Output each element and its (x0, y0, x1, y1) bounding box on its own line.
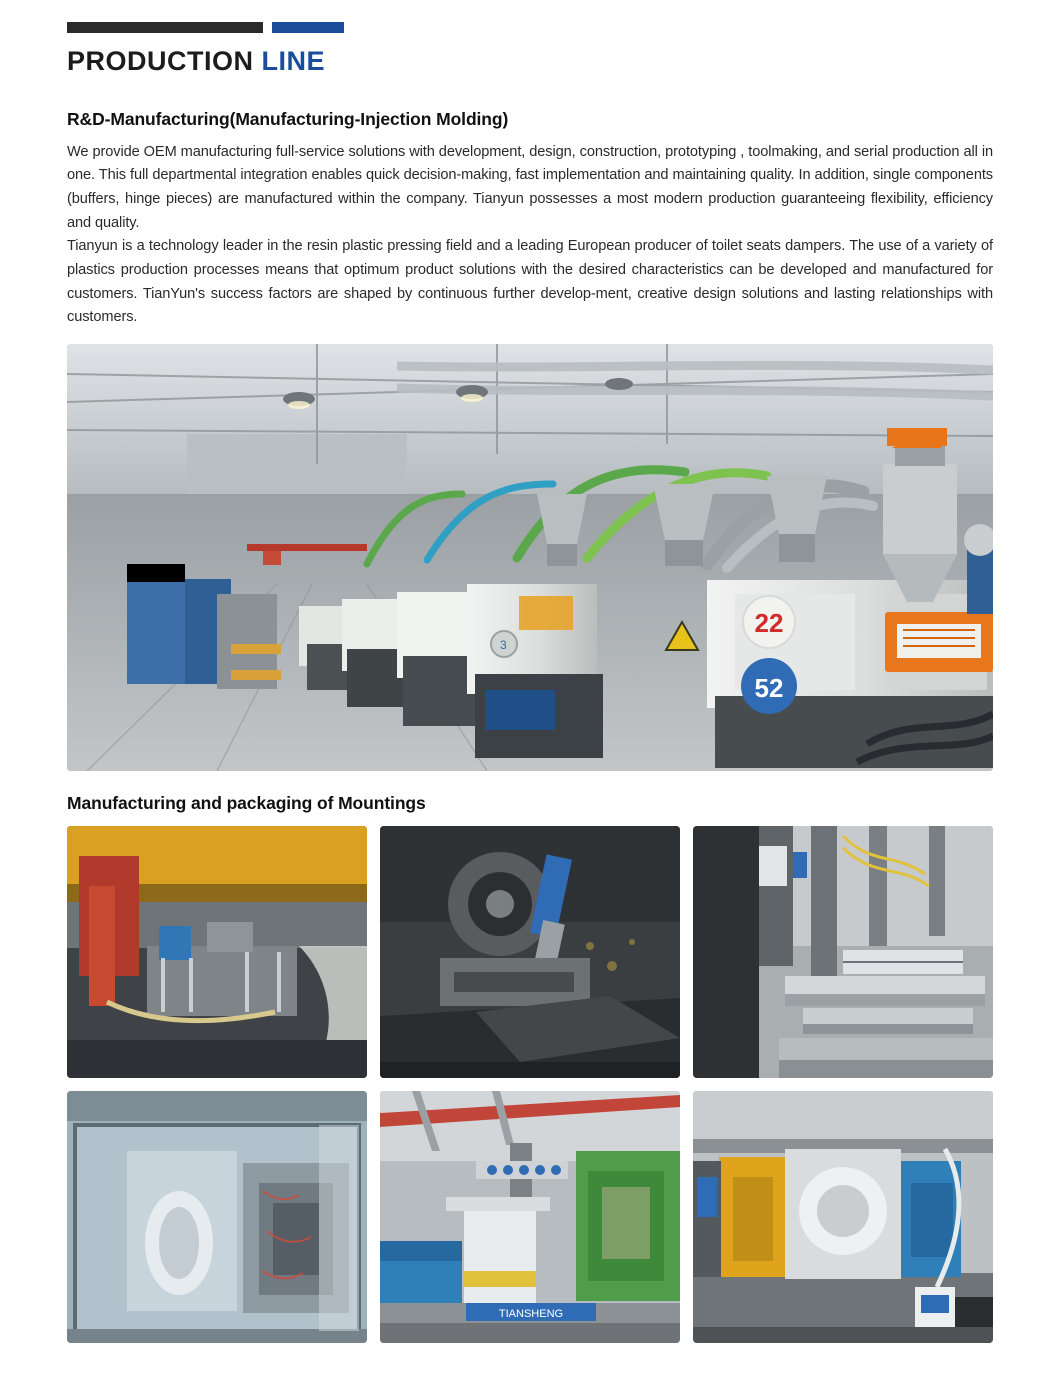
section-paragraph-1: We provide OEM manufacturing full-service solutions with development, design, construction, prototyping , toolmaking, and serial production all in one. This full departmental integration enables quick decision-making, fast implementation and maintaining quality. In addition, single components (buffers, hinge pieces) are manufactured within the company. Tianyun possesses a most modern production guaranteeing flexibility, efficiency and quality. (67, 143, 993, 231)
header-bar-blue (272, 22, 344, 33)
page-title (67, 47, 993, 77)
page-title-accent: LINE (261, 46, 326, 76)
hero-image (67, 344, 993, 771)
gallery-grid (67, 826, 993, 1343)
page-title-primary: PRODUCTION (67, 46, 254, 76)
svg-text:3: 3 (500, 637, 507, 652)
section-paragraph-2: Tianyun is a technology leader in the resin plastic pressing field and a leading European producer of toilet seats dampers. The use of a variety of plastics production processes means that optimum product solutions with the desired characteristics can be developed and manufactured for customers. TianYun's success factors are shaped by continuous further develop-ment, creative design solutions and lasting relationships with customers. (67, 238, 993, 326)
gallery-tile-6 (693, 1091, 993, 1343)
gallery-tile-1 (67, 826, 367, 1078)
gallery-tile-2 (380, 826, 680, 1078)
svg-text:TIANSHENG: TIANSHENG (498, 1307, 564, 1320)
svg-text:22: 22 (754, 607, 784, 638)
gallery-tile-3 (693, 826, 993, 1078)
svg-text:52: 52 (754, 672, 784, 703)
header-bar-dark (67, 22, 263, 33)
section-heading: R&D-Manufacturing(Manufacturing-Injection Molding) (67, 108, 509, 129)
gallery-heading: Manufacturing and packaging of Mountings (67, 792, 426, 813)
gallery-tile-5 (380, 1091, 680, 1343)
gallery-tile-4 (67, 1091, 367, 1343)
header-decoration (67, 0, 993, 33)
section-body (67, 141, 993, 330)
